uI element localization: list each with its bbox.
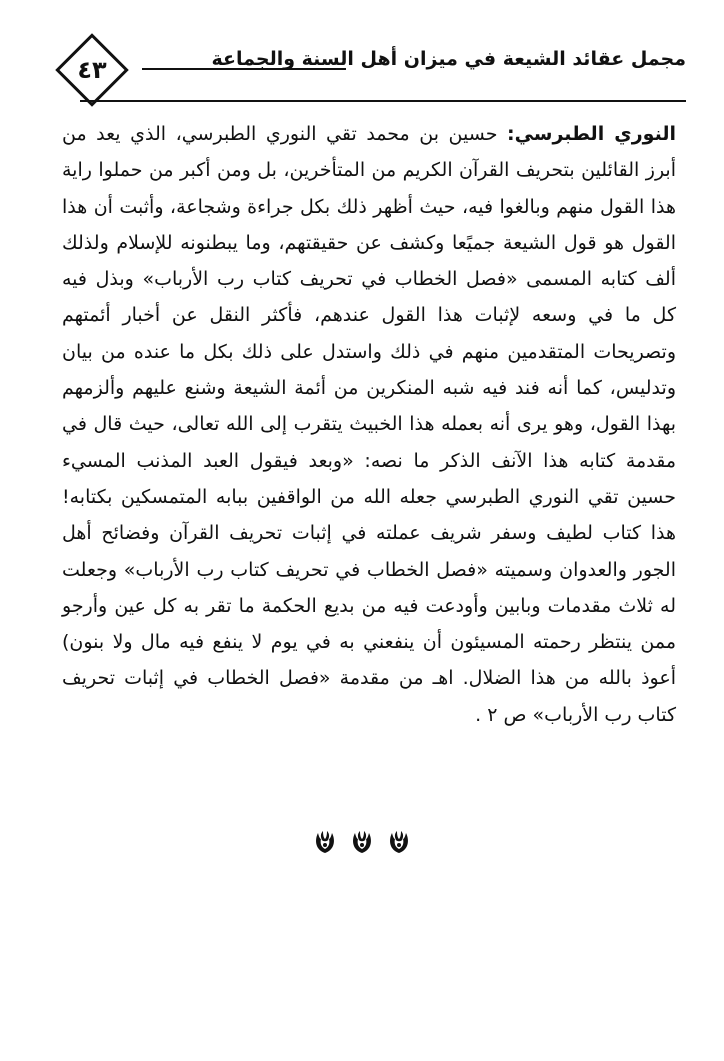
page-header <box>60 38 686 102</box>
header-underline <box>80 100 686 102</box>
entry-heading: النوري الطبرسي: <box>506 123 676 145</box>
wreath-ornament-icon <box>349 828 375 856</box>
section-end-ornament <box>312 822 412 862</box>
body-paragraph <box>62 116 676 733</box>
entry-text: حسين بن محمد تقي النوري الطبرسي، الذي يعد من أبرز القائلين بتحريف القرآن الكريم من المتأخرين، بل ومن أكبر من حملوا راية هذا القول منهم وبالغوا فيه، حيث أظهر ذلك بكل جراءة وشجاعة، وأثبت أن هذا القول هو قول الشيعة جميًعا وكشف عن حقيقتهم، وما يبطنونه للإسلام ولذلك ألف كتابه المسمى «فصل الخطاب في تحريف كتاب رب الأرباب» وبذل فيه كل ما في وسعه لإثبات هذا القول عندهم، فأكثر النقل عن أخبار أئمتهم وتصريحات المتقدمين منهم في ذلك واستدل على ذلك بكل ما عنده من بيان وتدليس، كما أنه فند فيه شبه المنكرين من أئمة الشيعة وشنع عليهم وألزمهم بهذا القول، وهو يرى أنه بعمله هذا الخبيث يتقرب إلى الله تعالى، حيث قال في مقدمة كتابه هذا الآنف الذكر ما نصه: «وبعد فيقول العبد المذنب المسيء حسين تقي النوري الطبرسي جعله الله من الواقفين ببابه المتمسكين بكتابه! هذا كتاب لطيف وسفر شريف عملته في إثبات تحريف القرآن وفضائح أهل الجور والعدوان وسميته «فصل الخطاب في تحريف كتاب رب الأرباب» وجعلت له ثلاث مقدمات وبابين وأودعت فيه من بديع الحكمة ما تقر به كل عين وأرجو ممن ينتظر رحمته المسيئون أن ينفعني به في يوم لا ينفع فيه مال ولا بنون) أعوذ بالله من هذا الضلال. اهـ من مقدمة «فصل الخطاب في إثبات تحريف كتاب رب الأرباب» ص ٢ . <box>62 123 676 726</box>
wreath-ornament-icon <box>312 828 338 856</box>
running-header-title: مجمل عقائد الشيعة في ميزان أهل السنة والجماعة <box>211 48 686 70</box>
wreath-ornament-icon <box>386 828 412 856</box>
page-number: ٤٣ <box>77 56 107 84</box>
